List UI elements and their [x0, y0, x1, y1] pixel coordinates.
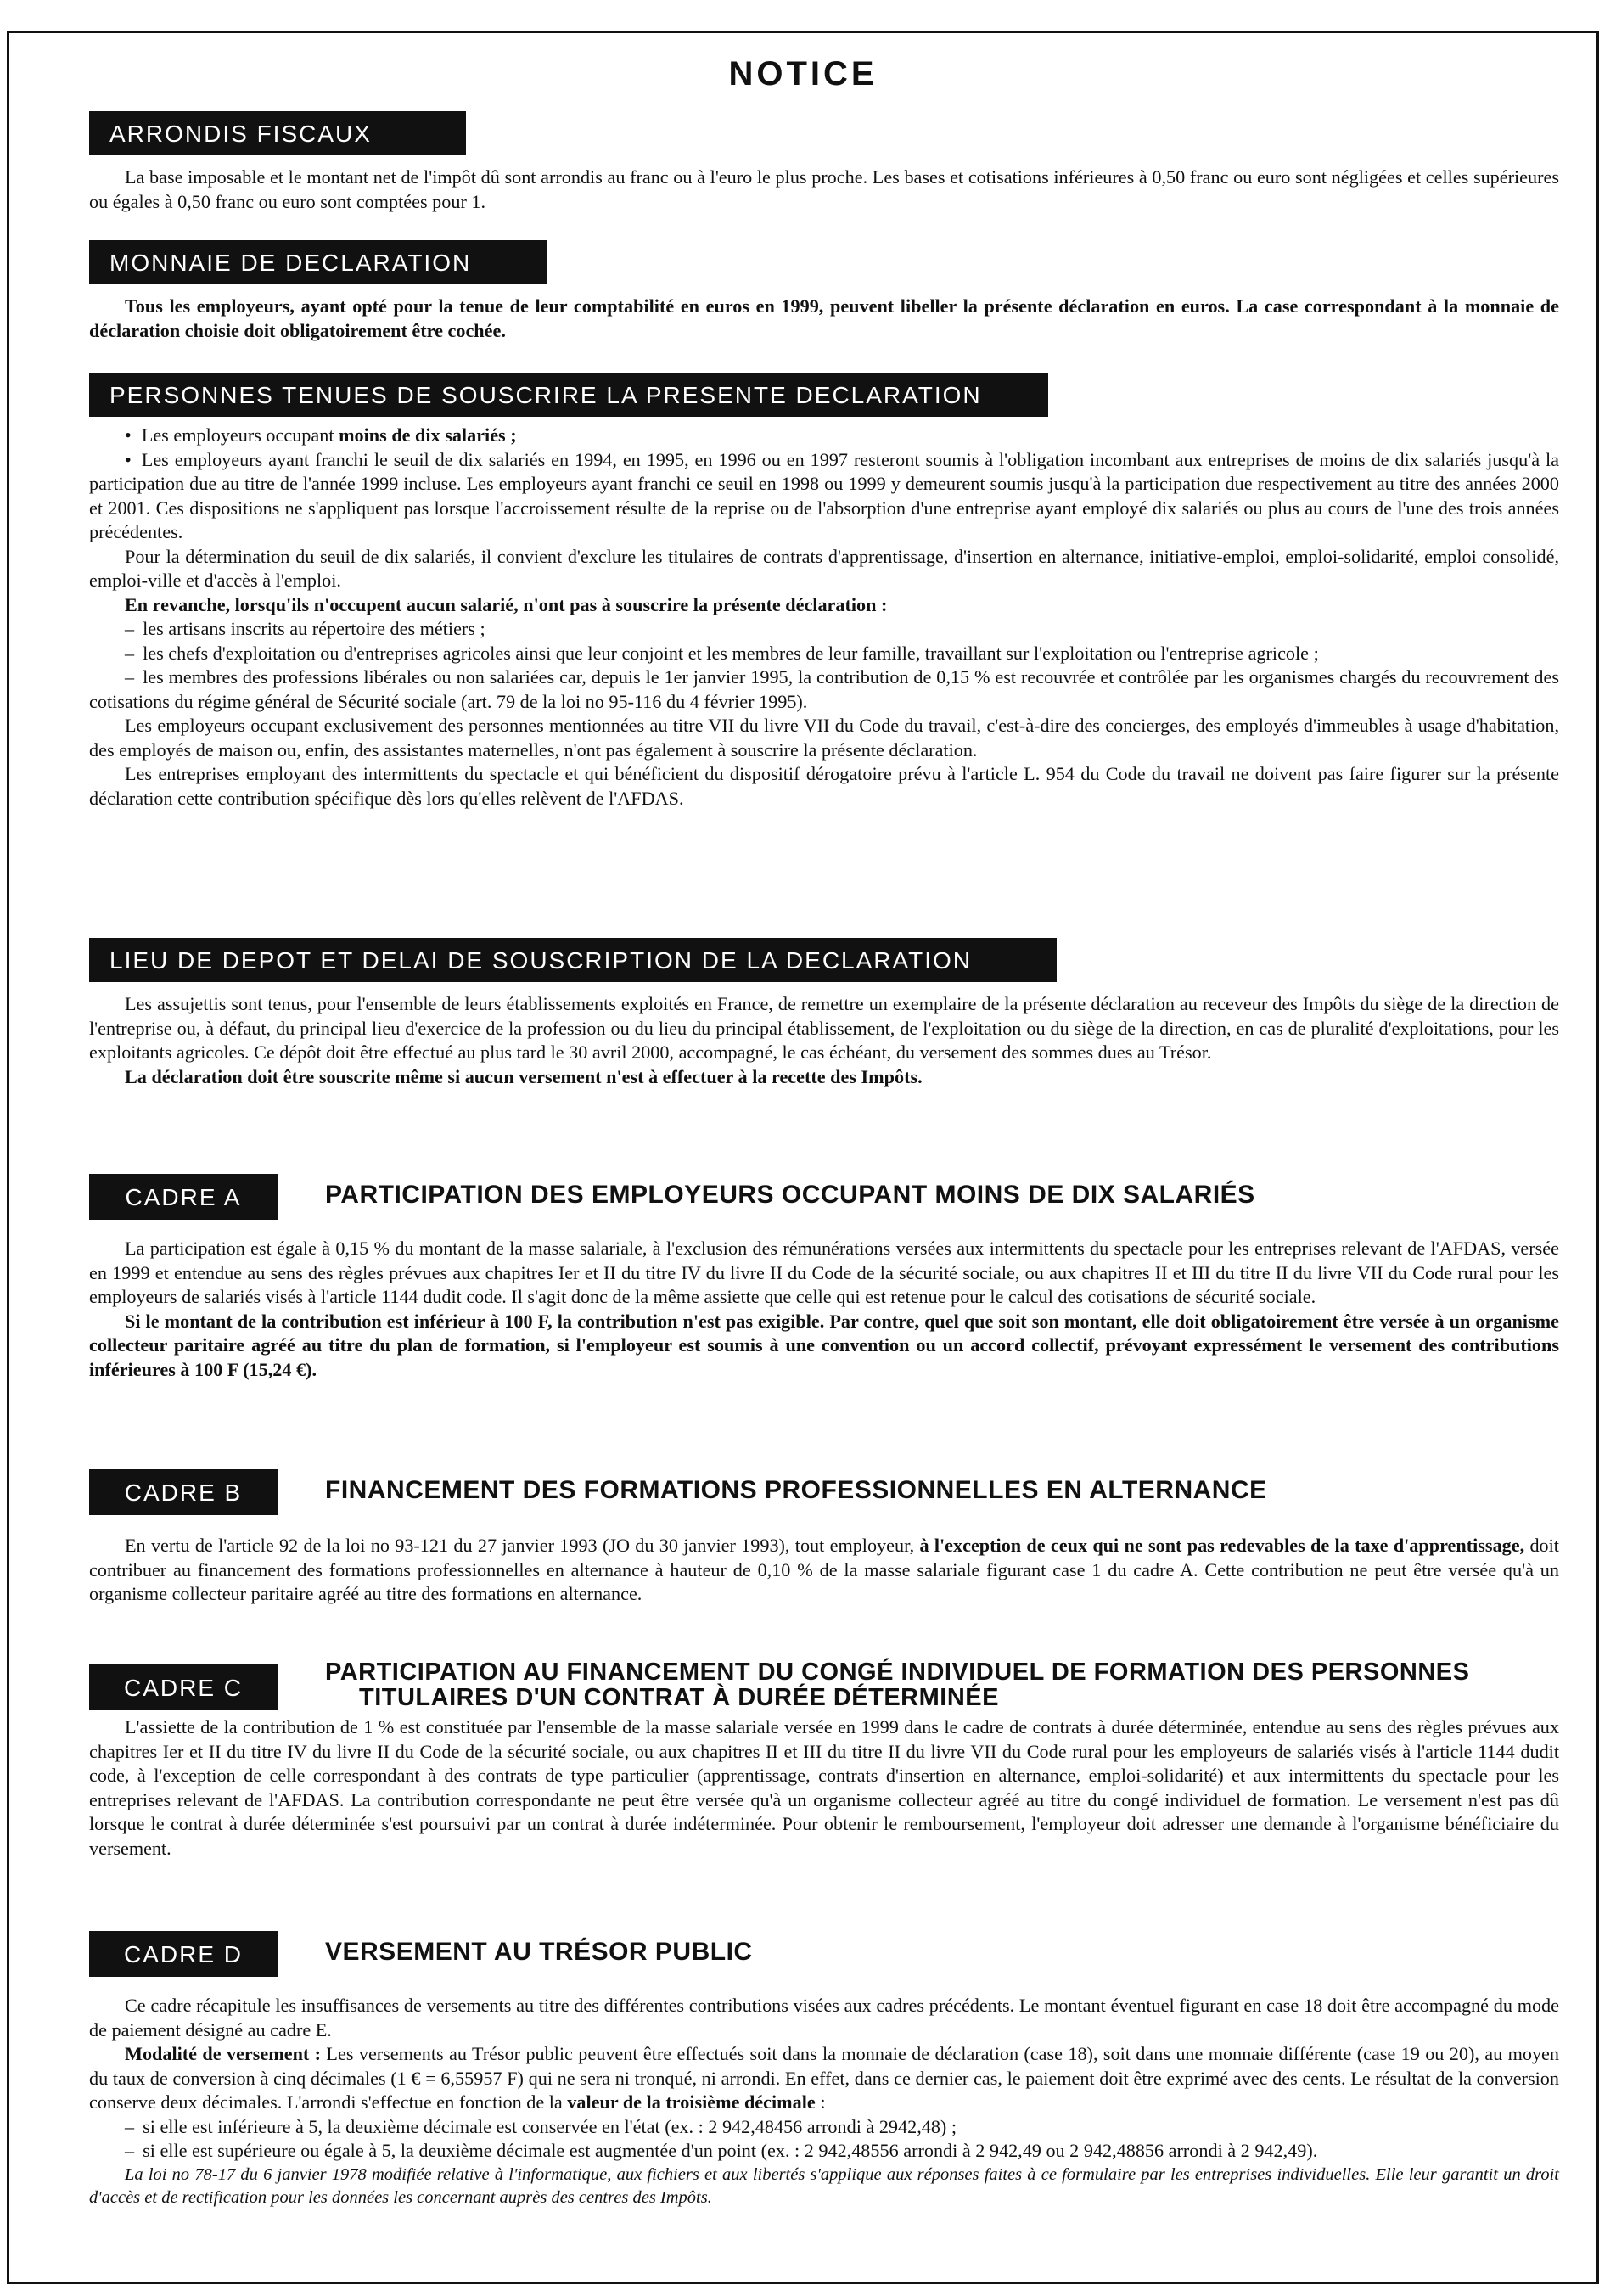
paragraph: La base imposable et le montant net de l'impôt dû sont arrondis au franc ou à l'euro le plus proche. Les bases et cotisations inférieures à 0,50 franc ou euro sont négligées et celles supérieures ou égales à 0,50 franc ou euro sont comptées pour 1.	[89, 166, 1559, 212]
cadre-d-text	[89, 1994, 1559, 2209]
dash-item: – si elle est supérieure ou égale à 5, la deuxième décimale est augmentée d'un point (ex. : 2 942,48556 arrondi à 2 942,49 ou 2 942,48856 arrondi à 2 942,49).	[89, 2139, 1559, 2164]
bullet-item: • Les employeurs ayant franchi le seuil de dix salariés en 1994, en 1995, en 1996 ou en 1997 resteront soumis à l'obligation incombant aux entreprises de moins de dix salariés jusqu'à la participation due au titre de l'année 1999 incluse. Les employeurs ayant franchi ce seuil en 1998 ou 1999 y demeurent soumis jusqu'à la participation due respectivement au titre des années 2000 et 2001. Ces dispositions ne s'appliquent pas lorsque l'accroissement résulte de la reprise ou de l'absorption d'une entreprise ayant employé dix salariés ou plus au cours de l'une des trois années précédentes.	[89, 448, 1559, 545]
cadre-b-label: CADRE B	[89, 1469, 278, 1515]
notice-frame	[7, 31, 1599, 2284]
cadre-d-label: CADRE D	[89, 1931, 278, 1977]
cadre-b-text	[89, 1534, 1559, 1607]
paragraph: En revanche, lorsqu'ils n'occupent aucun salarié, n'ont pas à souscrire la présente déclaration :	[125, 593, 888, 615]
section-heading-arrondis: ARRONDIS FISCAUX	[89, 111, 466, 155]
dash-item: – les artisans inscrits au répertoire des métiers ;	[89, 617, 1559, 642]
cadre-b-title: FINANCEMENT DES FORMATIONS PROFESSIONNELLES EN ALTERNANCE	[325, 1476, 1267, 1504]
paragraph: L'assiette de la contribution de 1 % est constituée par l'ensemble de la masse salariale versée en 1999 dans le cadre de contrats à durée déterminée, entendue au sens des règles prévues aux chapitres Ier et II du titre IV du livre II du Code de la sécurité sociale, ou aux chapitres II et III du titre II du livre VII du Code rural pour les employeurs de salariés visés à l'article 1144 dudit code, à l'exception de celle correspondant à des contrats de type particulier (apprentissage, contrats d'insertion en alternance, emploi-solidarité) et aux intermittents du spectacle pour les entreprises relevant de l'AFDAS. La contribution correspondante ne peut être versée qu'à un organisme collecteur agréé au titre du congé individuel de formation. Le versement n'est pas dû lorsque le contrat à durée déterminée s'est poursuivi par un contrat à durée indéterminée. Pour obtenir le remboursement, l'employeur doit adresser une demande à l'organisme bénéficiaire du versement.	[89, 1716, 1559, 1859]
cadre-c-title-line-2: TITULAIRES D'UN CONTRAT À DURÉE DÉTERMINÉE	[359, 1684, 999, 1711]
paragraph: La participation est égale à 0,15 % du montant de la masse salariale, à l'exclusion des rémunérations versées aux intermittents du spectacle pour les entreprises relevant de l'AFDAS, versée en 1999 et entendue au sens des règles prévues aux chapitres Ier et II du titre IV du livre II du Code de la sécurité sociale, ou aux chapitres II et III du titre II du livre VII du Code rural pour les employeurs de salariés visés à l'article 1144 dudit code. Il s'agit donc de la même assiette que celle qui est retenue pour le calcul des cotisations de sécurité sociale.	[89, 1238, 1559, 1307]
paragraph: Les employeurs occupant exclusivement des personnes mentionnées au titre VII du livre VII du Code du travail, c'est-à-dire des concierges, des employés d'immeubles à usage d'habitation, des employés de maison ou, enfin, des assistantes maternelles, n'ont pas également à souscrire la présente déclaration.	[89, 715, 1559, 761]
cadre-a-title: PARTICIPATION DES EMPLOYEURS OCCUPANT MOINS DE DIX SALARIÉS	[325, 1181, 1255, 1209]
section-text-monnaie	[89, 295, 1559, 343]
cadre-c-title	[325, 1659, 1469, 1710]
cadre-a-text	[89, 1237, 1559, 1382]
cadre-a-label: CADRE A	[89, 1174, 278, 1220]
paragraph: Pour la détermination du seuil de dix salariés, il convient d'exclure les titulaires de contrats d'apprentissage, d'insertion en alternance, initiative-emploi, emploi-solidarité, emploi consolidé, emploi-ville et d'accès à l'emploi.	[89, 545, 1559, 591]
cadre-d-title: VERSEMENT AU TRÉSOR PUBLIC	[325, 1938, 753, 1966]
paragraph: En vertu de l'article 92 de la loi no 93-121 du 27 janvier 1993 (JO du 30 janvier 1993), tout employeur, à l'exception de ceux qui ne sont pas redevables de la taxe d'apprentissage, doit contribuer au financement des formations professionnelles en alternance à hauteur de 0,10 % de la masse salariale figurant case 1 du cadre A. Cette contribution ne peut être versée qu'à un organisme collecteur paritaire agréé au titre des formations en alternance.	[89, 1535, 1559, 1604]
section-text-personnes	[89, 424, 1559, 811]
paragraph: Tous les employeurs, ayant opté pour la tenue de leur comptabilité en euros en 1999, peuvent libeller la présente déclaration en euros. La case correspondant à la monnaie de déclaration choisie doit obligatoirement être cochée.	[89, 295, 1559, 341]
cadre-c-title-line-1: PARTICIPATION AU FINANCEMENT DU CONGÉ INDIVIDUEL DE FORMATION DES PERSONNES	[325, 1659, 1470, 1686]
dash-item: – les chefs d'exploitation ou d'entreprises agricoles ainsi que leur conjoint et les membres de leur famille, travaillant sur l'exploitation ou l'entreprise agricole ;	[89, 642, 1559, 666]
paragraph: Les assujettis sont tenus, pour l'ensemble de leurs établissements exploités en France, de remettre un exemplaire de la présente déclaration au receveur des Impôts du siège de la direction de l'entreprise ou, à défaut, du principal lieu d'exercice de la profession ou du lieu du principal établissement, de l'exploitation ou du siège de la direction, en cas de pluralité d'exploitations, pour les exploitants agricoles. Ce dépôt doit être effectué au plus tard le 30 avril 2000, accompagné, le cas échéant, du versement des sommes dues au Trésor.	[89, 993, 1559, 1063]
paragraph: La déclaration doit être souscrite même si aucun versement n'est à effectuer à la recette des Impôts.	[125, 1065, 923, 1087]
section-text-arrondis	[89, 166, 1559, 214]
dash-item: – les membres des professions libérales ou non salariées car, depuis le 1er janvier 1995, la contribution de 0,15 % est recouvrée et contrôlée par les organismes chargés du recouvrement des cotisations du régime général de Sécurité sociale (art. 79 de la loi no 95-116 du 4 février 1995).	[89, 665, 1559, 714]
cadre-c-text	[89, 1715, 1559, 1861]
section-heading-personnes: PERSONNES TENUES DE SOUSCRIRE LA PRESENTE DECLARATION	[89, 373, 1048, 417]
paragraph: Les entreprises employant des intermittents du spectacle et qui bénéficient du dispositif dérogatoire prévu à l'article L. 954 du Code du travail ne doivent pas faire figurer sur la présente déclaration cette contribution spécifique dès lors qu'elles relèvent de l'AFDAS.	[89, 763, 1559, 809]
legal-notice: La loi no 78-17 du 6 janvier 1978 modifiée relative à l'informatique, aux fichiers et aux libertés s'applique aux réponses faites à ce formulaire par les entreprises individuelles. Elle leur garantit un droit d'accès et de rectification pour les données les concernant auprès des centres des Impôts.	[89, 2164, 1559, 2207]
paragraph: Ce cadre récapitule les insuffisances de versements au titre des différentes contributions visées aux cadres précédents. Le montant éventuel figurant en case 18 doit être accompagné du mode de paiement désigné au cadre E.	[89, 1995, 1559, 2041]
paragraph: Modalité de versement : Les versements au Trésor public peuvent être effectués soit dans la monnaie de déclaration (case 18), soit dans une monnaie différente (case 19 ou 20), au moyen du taux de conversion à cinq décimales (1 € = 6,55957 F) qui ne sera ni tronqué, ni arrondi. En effet, dans ce dernier cas, le paiement doit être exprimé avec des cents. Le résultat de la conversion conserve deux décimales. L'arrondi s'effectue en fonction de la valeur de la troisième décimale :	[89, 2043, 1559, 2113]
cadre-c-label: CADRE C	[89, 1664, 278, 1710]
bullet-item: • Les employeurs occupant moins de dix salariés ;	[89, 424, 1559, 448]
section-heading-monnaie: MONNAIE DE DECLARATION	[89, 240, 547, 284]
section-heading-lieu: LIEU DE DEPOT ET DELAI DE SOUSCRIPTION DE LA DECLARATION	[89, 938, 1057, 982]
dash-item: – si elle est inférieure à 5, la deuxième décimale est conservée en l'état (ex. : 2 942,48456 arrondi à 2942,48) ;	[89, 2115, 1559, 2140]
section-text-lieu	[89, 992, 1559, 1089]
page-title: NOTICE	[728, 55, 878, 93]
paragraph: Si le montant de la contribution est inférieur à 100 F, la contribution n'est pas exigible. Par contre, quel que soit son montant, elle doit obligatoirement être versée à un organisme collecteur paritaire agréé au titre du plan de formation, si l'employeur est soumis à une convention ou un accord collectif, prévoyant expressément le versement des contributions inférieures à 100 F (15,24 €).	[89, 1310, 1559, 1380]
